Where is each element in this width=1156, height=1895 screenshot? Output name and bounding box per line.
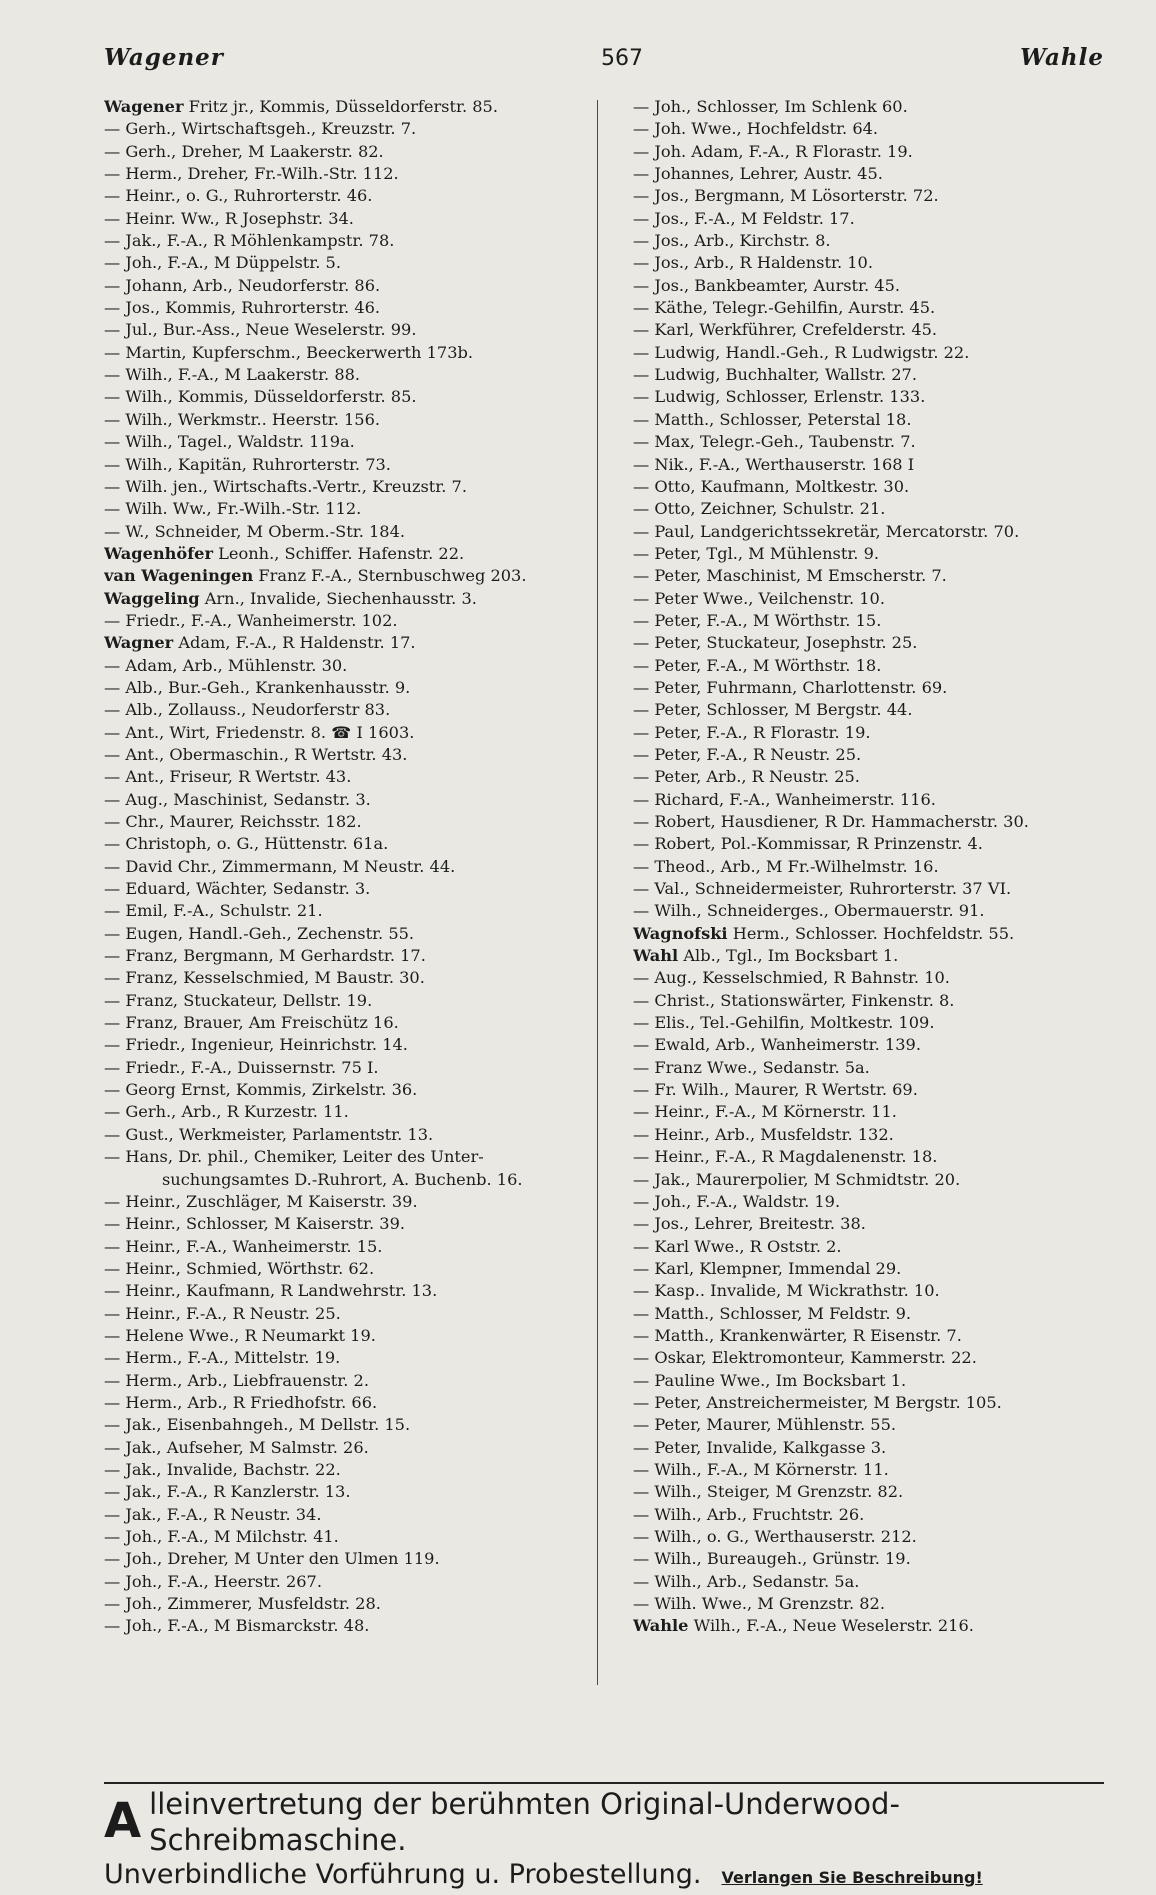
header-right-keyword: Wahle [1020, 44, 1104, 71]
directory-entry [104, 185, 575, 207]
directory-entry [104, 386, 575, 408]
directory-entry [104, 1280, 575, 1302]
directory-entry [633, 1303, 1104, 1325]
entry-text: — Jak., Aufseher, M Salmstr. 26. [104, 1437, 369, 1457]
directory-entry [633, 833, 1104, 855]
entry-text: — Joh., F.-A., Waldstr. 19. [633, 1191, 841, 1211]
entry-text: — Peter, Arb., R Neustr. 25. [633, 767, 860, 787]
directory-entry [633, 610, 1104, 632]
directory-entry [104, 1615, 575, 1637]
directory-entry [633, 409, 1104, 431]
entry-text: — Joh., F.-A., Heerstr. 267. [104, 1571, 322, 1591]
directory-entry [633, 1347, 1104, 1369]
entry-text: — Jos., Arb., Kirchstr. 8. [633, 231, 831, 251]
entry-text: — Matth., Schlosser, M Feldstr. 9. [633, 1303, 912, 1323]
directory-entry [633, 789, 1104, 811]
directory-entry [633, 543, 1104, 565]
directory-entry [104, 1191, 575, 1213]
directory-entry [633, 900, 1104, 922]
advert-initial: A [104, 1793, 142, 1849]
entry-text: — Heinr., F.-A., R Neustr. 25. [104, 1303, 341, 1323]
directory-entry [104, 1571, 575, 1593]
directory-entry [104, 1414, 575, 1436]
entry-text: — Wilh., F.-A., M Laakerstr. 88. [104, 365, 361, 385]
directory-entry [633, 521, 1104, 543]
directory-entry [104, 900, 575, 922]
entry-text: — Wilh., Tagel., Waldstr. 119a. [104, 432, 355, 452]
directory-entry [104, 1526, 575, 1548]
directory-entry [104, 297, 575, 319]
entry-text: — Heinr., Zuschläger, M Kaiserstr. 39. [104, 1191, 418, 1211]
directory-entry [633, 1571, 1104, 1593]
directory-entry [104, 521, 575, 543]
directory-entry [633, 163, 1104, 185]
directory-entry [633, 1392, 1104, 1414]
directory-entry [104, 610, 575, 632]
entry-surname: Wagener [104, 97, 184, 116]
directory-entry [104, 990, 575, 1012]
entry-text: — Joh., F.-A., M Düppelstr. 5. [104, 253, 341, 273]
entry-text: — Ludwig, Handl.-Geh., R Ludwigstr. 22. [633, 342, 970, 362]
entry-text: — Elis., Tel.-Gehilfin, Moltkestr. 109. [633, 1013, 935, 1033]
entry-text: — Gerh., Dreher, M Laakerstr. 82. [104, 141, 384, 161]
directory-entry [633, 1459, 1104, 1481]
entry-text: — Peter, Invalide, Kalkgasse 3. [633, 1437, 887, 1457]
directory-entry [633, 454, 1104, 476]
directory-entry [633, 1414, 1104, 1436]
directory-entry [104, 1347, 575, 1369]
entry-text: — Wilh., o. G., Werthauserstr. 212. [633, 1527, 917, 1546]
directory-entry [633, 990, 1104, 1012]
entry-text: Arn., Invalide, Siechenhausstr. 3. [199, 588, 477, 608]
directory-entry [633, 275, 1104, 297]
entry-text: — Peter, Tgl., M Mühlenstr. 9. [633, 543, 880, 563]
directory-entry [104, 1236, 575, 1258]
directory-entry [104, 1258, 575, 1280]
entry-surname: Wahl [633, 946, 679, 966]
directory-entry [104, 722, 575, 744]
directory-entry [104, 230, 575, 252]
entry-text: — Val., Schneidermeister, Ruhrorterstr. 37 VI. [633, 879, 1012, 899]
entry-text: — Paul, Landgerichtssekretär, Mercatorstr. 70. [633, 521, 1020, 541]
entry-text: Franz F.-A., Sternbuschweg 203. [253, 566, 527, 586]
left-column [104, 96, 575, 1736]
directory-entry [633, 632, 1104, 654]
entry-text: — Peter, Stuckateur, Josephstr. 25. [633, 633, 918, 653]
directory-entry [633, 1526, 1104, 1548]
directory-entry [633, 1012, 1104, 1034]
entry-text: — Heinr., F.-A., R Magdalenenstr. 18. [633, 1147, 938, 1167]
entry-text: — Joh. Wwe., Hochfeldstr. 64. [633, 119, 879, 139]
entry-text: — Georg Ernst, Kommis, Zirkelstr. 36. [104, 1080, 418, 1100]
entry-text: — Franz Wwe., Sedanstr. 5a. [633, 1057, 870, 1077]
entry-text: — Pauline Wwe., Im Bocksbart 1. [633, 1370, 907, 1390]
entry-text: — Peter, Maurer, Mühlenstr. 55. [633, 1415, 897, 1435]
directory-entry [104, 1504, 575, 1526]
entry-text: — Heinr., Schmied, Wörthstr. 62. [104, 1258, 375, 1278]
entry-text: — Ludwig, Buchhalter, Wallstr. 27. [633, 365, 917, 385]
entry-text: — Chr., Maurer, Reichsstr. 182. [104, 812, 362, 831]
directory-entry [104, 118, 575, 140]
entry-text: — Eduard, Wächter, Sedanstr. 3. [104, 879, 371, 899]
entry-text: — Peter, F.-A., R Florastr. 19. [633, 722, 871, 742]
directory-entry [633, 1236, 1104, 1258]
directory-entry [633, 118, 1104, 140]
entry-surname: van Wageningen [104, 566, 254, 586]
entry-text: — Wilh., Steiger, M Grenzstr. 82. [633, 1482, 904, 1502]
directory-entry [633, 364, 1104, 386]
directory-entry [104, 811, 575, 833]
directory-entry [633, 967, 1104, 989]
directory-entry [633, 1258, 1104, 1280]
entry-text: — Herm., Arb., Liebfrauenstr. 2. [104, 1370, 369, 1390]
directory-entry [633, 476, 1104, 498]
entry-text: — Otto, Zeichner, Schulstr. 21. [633, 499, 886, 519]
directory-entry [104, 476, 575, 498]
directory-entry [104, 364, 575, 386]
directory-entry [633, 677, 1104, 699]
entry-surname: Wagner [104, 633, 174, 653]
entry-text: — Gerh., Wirtschaftsgeh., Kreuzstr. 7. [104, 119, 417, 139]
entry-text: — Wilh., Bureaugeh., Grünstr. 19. [633, 1549, 911, 1569]
directory-entry [633, 744, 1104, 766]
directory-entry [633, 96, 1104, 118]
directory-entry [633, 923, 1104, 945]
directory-entry [104, 878, 575, 900]
directory-entry [104, 1325, 575, 1347]
entry-surname: Wahle [633, 1616, 689, 1636]
directory-entry [633, 878, 1104, 900]
entry-text: — Wilh., Kommis, Düsseldorferstr. 85. [104, 387, 417, 407]
entry-text: — Karl, Klempner, Immendal 29. [633, 1258, 902, 1278]
directory-entry [633, 386, 1104, 408]
directory-entry [104, 945, 575, 967]
directory-entry [104, 96, 575, 118]
entry-text: — Theod., Arb., M Fr.-Wilhelmstr. 16. [633, 856, 939, 876]
directory-entry [633, 1034, 1104, 1056]
directory-entry [633, 722, 1104, 744]
advert-line-2-text: Unverbindliche Vorführung u. Probestellung. [104, 1859, 702, 1890]
directory-entry [104, 319, 575, 341]
entry-text: — Robert, Hausdiener, R Dr. Hammacherstr. 30. [633, 812, 1029, 831]
entry-text: — Oskar, Elektromonteur, Kammerstr. 22. [633, 1348, 977, 1368]
directory-entry [633, 498, 1104, 520]
entry-text: — Jak., F.-A., R Kanzlerstr. 13. [104, 1482, 351, 1502]
directory-entry [633, 565, 1104, 587]
entry-text: — Peter, F.-A., M Wörthstr. 18. [633, 655, 882, 675]
entry-text: — Peter, F.-A., M Wörthstr. 15. [633, 610, 882, 630]
directory-entry [104, 856, 575, 878]
entry-text: — Friedr., F.-A., Duissernstr. 75 I. [104, 1057, 379, 1077]
entry-text: — Peter, Anstreichermeister, M Bergstr. 105. [633, 1392, 1002, 1412]
entry-text: — Jak., Invalide, Bachstr. 22. [104, 1459, 341, 1479]
directory-entry [104, 1079, 575, 1101]
entry-text: Adam, F.-A., R Haldenstr. 17. [173, 633, 416, 653]
directory-entry [104, 141, 575, 163]
directory-entry [633, 945, 1104, 967]
entry-text: — Joh., Dreher, M Unter den Ulmen 119. [104, 1549, 440, 1569]
entry-text: — Helene Wwe., R Neumarkt 19. [104, 1325, 376, 1345]
entry-text: — Jos., Lehrer, Breitestr. 38. [633, 1214, 866, 1234]
entry-text: — Jak., Maurerpolier, M Schmidtstr. 20. [633, 1169, 961, 1189]
directory-entry [104, 1548, 575, 1570]
directory-entry [633, 1370, 1104, 1392]
directory-entry [104, 789, 575, 811]
entry-text: — Herm., F.-A., Mittelstr. 19. [104, 1348, 341, 1368]
entry-text: — Aug., Maschinist, Sedanstr. 3. [104, 789, 371, 809]
entry-text: — Herm., Dreher, Fr.-Wilh.-Str. 112. [104, 164, 399, 184]
entry-text: — Jos., Kommis, Ruhrorterstr. 46. [104, 298, 381, 318]
entry-text: — Kasp.. Invalide, M Wickrathstr. 10. [633, 1281, 940, 1301]
directory-entry [633, 766, 1104, 788]
directory-entry [633, 230, 1104, 252]
page-header [104, 44, 1104, 96]
entry-text: — Herm., Arb., R Friedhofstr. 66. [104, 1392, 378, 1412]
entry-text: — Peter, F.-A., R Neustr. 25. [633, 744, 862, 764]
directory-entry [104, 1481, 575, 1503]
directory-entry [104, 833, 575, 855]
directory-entry [104, 1213, 575, 1235]
entry-text: — Wilh. jen., Wirtschafts.-Vertr., Kreuzstr. 7. [104, 476, 467, 496]
entry-text: — Franz, Bergmann, M Gerhardstr. 17. [104, 946, 426, 966]
directory-entry [633, 1548, 1104, 1570]
entry-text: — Wilh. Wwe., M Grenzstr. 82. [633, 1594, 885, 1614]
advert-note: Verlangen Sie Beschreibung! [721, 1868, 983, 1887]
directory-entry [633, 1213, 1104, 1235]
entry-text: — Wilh., Schneiderges., Obermauerstr. 91. [633, 901, 985, 921]
directory-entry [104, 1101, 575, 1123]
entry-text: — Christoph, o. G., Hüttenstr. 61a. [104, 834, 389, 854]
directory-entry [104, 1303, 575, 1325]
directory-entry [104, 1169, 575, 1191]
directory-entry [633, 1146, 1104, 1168]
directory-entry [633, 655, 1104, 677]
entry-text: — Joh. Adam, F.-A., R Florastr. 19. [633, 141, 913, 161]
entry-text: Fritz jr., Kommis, Düsseldorferstr. 85. [183, 97, 498, 116]
entry-text: — Franz, Brauer, Am Freischütz 16. [104, 1013, 399, 1033]
directory-entry [104, 431, 575, 453]
entry-text: — Karl, Werkführer, Crefelderstr. 45. [633, 320, 938, 340]
entry-text: — Wilh., Werkmstr.. Heerstr. 156. [104, 409, 381, 429]
directory-entry [104, 655, 575, 677]
directory-entry [633, 1057, 1104, 1079]
entry-text: — Peter, Schlosser, M Bergstr. 44. [633, 700, 913, 720]
entry-text: — Joh., F.-A., M Milchstr. 41. [104, 1527, 339, 1546]
entry-text: — Wilh. Ww., Fr.-Wilh.-Str. 112. [104, 499, 362, 519]
entry-text: — Matth., Krankenwärter, R Eisenstr. 7. [633, 1325, 962, 1345]
directory-entry [633, 1504, 1104, 1526]
entry-text: — Alb., Zollauss., Neudorferstr 83. [104, 700, 391, 720]
entry-text: — Joh., Schlosser, Im Schlenk 60. [633, 97, 908, 116]
directory-entry [633, 208, 1104, 230]
entry-text: suchungsamtes D.-Ruhrort, A. Buchenb. 16. [162, 1169, 523, 1189]
entry-text: — Ant., Wirt, Friedenstr. 8. ☎ I 1603. [104, 722, 415, 742]
directory-entry [633, 1593, 1104, 1615]
entry-text: — Peter, Fuhrmann, Charlottenstr. 69. [633, 677, 948, 697]
entry-text: — Aug., Kesselschmied, R Bahnstr. 10. [633, 968, 950, 988]
column-divider [597, 100, 598, 1685]
entry-text: — Heinr., F.-A., M Körnerstr. 11. [633, 1102, 897, 1122]
directory-entry [633, 1481, 1104, 1503]
directory-entry [633, 588, 1104, 610]
entry-text: — Wilh., F.-A., M Körnerstr. 11. [633, 1459, 889, 1479]
entry-text: — Jos., Arb., R Haldenstr. 10. [633, 253, 873, 273]
directory-entry [633, 1101, 1104, 1123]
directory-entry [633, 141, 1104, 163]
directory-entry [104, 632, 575, 654]
directory-entry [104, 1392, 575, 1414]
entry-text: — David Chr., Zimmermann, M Neustr. 44. [104, 856, 456, 876]
directory-entry [633, 1191, 1104, 1213]
entry-text: — Johann, Arb., Neudorferstr. 86. [104, 275, 381, 295]
directory-entry [633, 1079, 1104, 1101]
directory-entry [104, 208, 575, 230]
entry-text: — Peter, Maschinist, M Emscherstr. 7. [633, 566, 947, 586]
directory-entry [633, 1169, 1104, 1191]
directory-entry [104, 967, 575, 989]
directory-entry [633, 1325, 1104, 1347]
entry-text: — Jak., Eisenbahngeh., M Dellstr. 15. [104, 1415, 411, 1435]
directory-entry [104, 677, 575, 699]
entry-text: — Gust., Werkmeister, Parlamentstr. 13. [104, 1124, 434, 1144]
entry-text: — Christ., Stationswärter, Finkenstr. 8. [633, 990, 955, 1010]
entry-text: — Nik., F.-A., Werthauserstr. 168 I [633, 454, 915, 474]
entry-text: — Wilh., Kapitän, Ruhrorterstr. 73. [104, 454, 391, 474]
entry-text: — Matth., Schlosser, Peterstal 18. [633, 409, 912, 429]
entry-text: — Wilh., Arb., Fruchtstr. 26. [633, 1504, 865, 1524]
directory-entry [104, 1593, 575, 1615]
directory-entry [104, 588, 575, 610]
directory-entry [104, 1057, 575, 1079]
entry-text: — Heinr., Kaufmann, R Landwehrstr. 13. [104, 1281, 438, 1301]
entry-text: — Karl Wwe., R Oststr. 2. [633, 1236, 842, 1256]
directory-entry [633, 811, 1104, 833]
entry-text: — Jul., Bur.-Ass., Neue Weselerstr. 99. [104, 320, 417, 340]
entry-text: — Wilh., Arb., Sedanstr. 5a. [633, 1571, 860, 1591]
entry-text: — Jak., F.-A., R Möhlenkampstr. 78. [104, 231, 395, 251]
entry-text: — Gerh., Arb., R Kurzestr. 11. [104, 1102, 349, 1122]
directory-entry [104, 1124, 575, 1146]
directory-entry [633, 185, 1104, 207]
entry-text: — Ewald, Arb., Wanheimerstr. 139. [633, 1035, 921, 1055]
entry-text: Herm., Schlosser. Hochfeldstr. 55. [727, 923, 1015, 943]
directory-entry [633, 297, 1104, 319]
entry-text: — Heinr., o. G., Ruhrorterstr. 46. [104, 186, 373, 206]
entry-text: — Ludwig, Schlosser, Erlenstr. 133. [633, 387, 926, 407]
directory-entry [633, 1280, 1104, 1302]
entry-text: — Heinr., Schlosser, M Kaiserstr. 39. [104, 1214, 406, 1234]
directory-entry [104, 1370, 575, 1392]
entry-surname: Wagnofski [633, 923, 728, 943]
entry-text: Alb., Tgl., Im Bocksbart 1. [678, 946, 899, 966]
entry-text: — Eugen, Handl.-Geh., Zechenstr. 55. [104, 923, 415, 943]
directory-entry [633, 319, 1104, 341]
directory-entry [104, 699, 575, 721]
entry-text: — Martin, Kupferschm., Beeckerwerth 173b. [104, 342, 474, 362]
entry-text: — Emil, F.-A., Schulstr. 21. [104, 901, 323, 921]
directory-entry [104, 275, 575, 297]
directory-entry [104, 252, 575, 274]
entry-text: — Heinr., F.-A., Wanheimerstr. 15. [104, 1236, 383, 1256]
advert-line-1: lleinvertretung der berühmten Original-Underwood-Schreibmaschine. [149, 1787, 900, 1857]
directory-entry [104, 1146, 575, 1168]
entry-text: — Franz, Kesselschmied, M Baustr. 30. [104, 968, 425, 988]
entry-text: — Richard, F.-A., Wanheimerstr. 116. [633, 789, 936, 809]
entry-text: — Jos., Bergmann, M Lösorterstr. 72. [633, 186, 939, 206]
directory-entry [633, 1124, 1104, 1146]
entry-text: — Friedr., F.-A., Wanheimerstr. 102. [104, 610, 398, 630]
directory-entry [633, 342, 1104, 364]
directory-entry [633, 1437, 1104, 1459]
directory-entry [633, 699, 1104, 721]
directory-entry [104, 565, 575, 587]
entry-text: — Fr. Wilh., Maurer, R Wertstr. 69. [633, 1080, 918, 1100]
entry-text: — Hans, Dr. phil., Chemiker, Leiter des Unter- [104, 1147, 484, 1167]
entry-text: — Robert, Pol.-Kommissar, R Prinzenstr. 4. [633, 834, 983, 854]
entry-text: — Friedr., Ingenieur, Heinrichstr. 14. [104, 1035, 408, 1055]
entry-text: — Max, Telegr.-Geh., Taubenstr. 7. [633, 432, 916, 452]
entry-text: Wilh., F.-A., Neue Weselerstr. 216. [688, 1616, 974, 1636]
entry-text: — Ant., Friseur, R Wertstr. 43. [104, 767, 352, 787]
entry-text: — Joh., F.-A., M Bismarckstr. 48. [104, 1616, 370, 1636]
directory-entry [633, 252, 1104, 274]
entry-surname: Waggeling [104, 588, 200, 608]
entry-text: — Jos., Bankbeamter, Aurstr. 45. [633, 275, 901, 295]
directory-entry [104, 1012, 575, 1034]
directory-entry [104, 342, 575, 364]
directory-entry [104, 454, 575, 476]
directory-entry [104, 923, 575, 945]
directory-entry [104, 409, 575, 431]
entry-text: — Peter Wwe., Veilchenstr. 10. [633, 588, 885, 608]
entry-text: — Adam, Arb., Mühlenstr. 30. [104, 655, 348, 675]
directory-entry [633, 1615, 1104, 1637]
directory-entry [104, 1459, 575, 1481]
directory-entry [104, 1437, 575, 1459]
directory-entry [104, 163, 575, 185]
advert-line-2 [104, 1858, 1104, 1895]
entry-text: — W., Schneider, M Oberm.-Str. 184. [104, 521, 406, 541]
entry-surname: Wagenhöfer [104, 543, 214, 563]
directory-entry [104, 498, 575, 520]
directory-entry [633, 856, 1104, 878]
directory-entry [104, 543, 575, 565]
entry-text: Leonh., Schiffer. Hafenstr. 22. [213, 543, 465, 563]
entry-text: — Joh., Zimmerer, Musfeldstr. 28. [104, 1594, 381, 1614]
entry-text: — Ant., Obermaschin., R Wertstr. 43. [104, 744, 408, 764]
header-left-keyword: Wagener [104, 44, 224, 71]
right-column [623, 96, 1104, 1736]
advertisement [104, 1782, 1104, 1895]
entry-text: — Heinr. Ww., R Josephstr. 34. [104, 208, 354, 228]
columns [104, 96, 1104, 1736]
entry-text: — Käthe, Telegr.-Gehilfin, Aurstr. 45. [633, 298, 936, 318]
directory-entry [104, 766, 575, 788]
directory-entry [104, 744, 575, 766]
entry-text: — Heinr., Arb., Musfeldstr. 132. [633, 1124, 894, 1144]
page-number: 567 [601, 46, 644, 71]
directory-entry [104, 1034, 575, 1056]
entry-text: — Alb., Bur.-Geh., Krankenhausstr. 9. [104, 677, 411, 697]
entry-text: — Johannes, Lehrer, Austr. 45. [633, 164, 883, 184]
directory-entry [633, 431, 1104, 453]
entry-text: — Otto, Kaufmann, Moltkestr. 30. [633, 476, 910, 496]
entry-text: — Jos., F.-A., M Feldstr. 17. [633, 208, 855, 228]
entry-text: — Jak., F.-A., R Neustr. 34. [104, 1504, 322, 1524]
entry-text: — Franz, Stuckateur, Dellstr. 19. [104, 990, 373, 1010]
